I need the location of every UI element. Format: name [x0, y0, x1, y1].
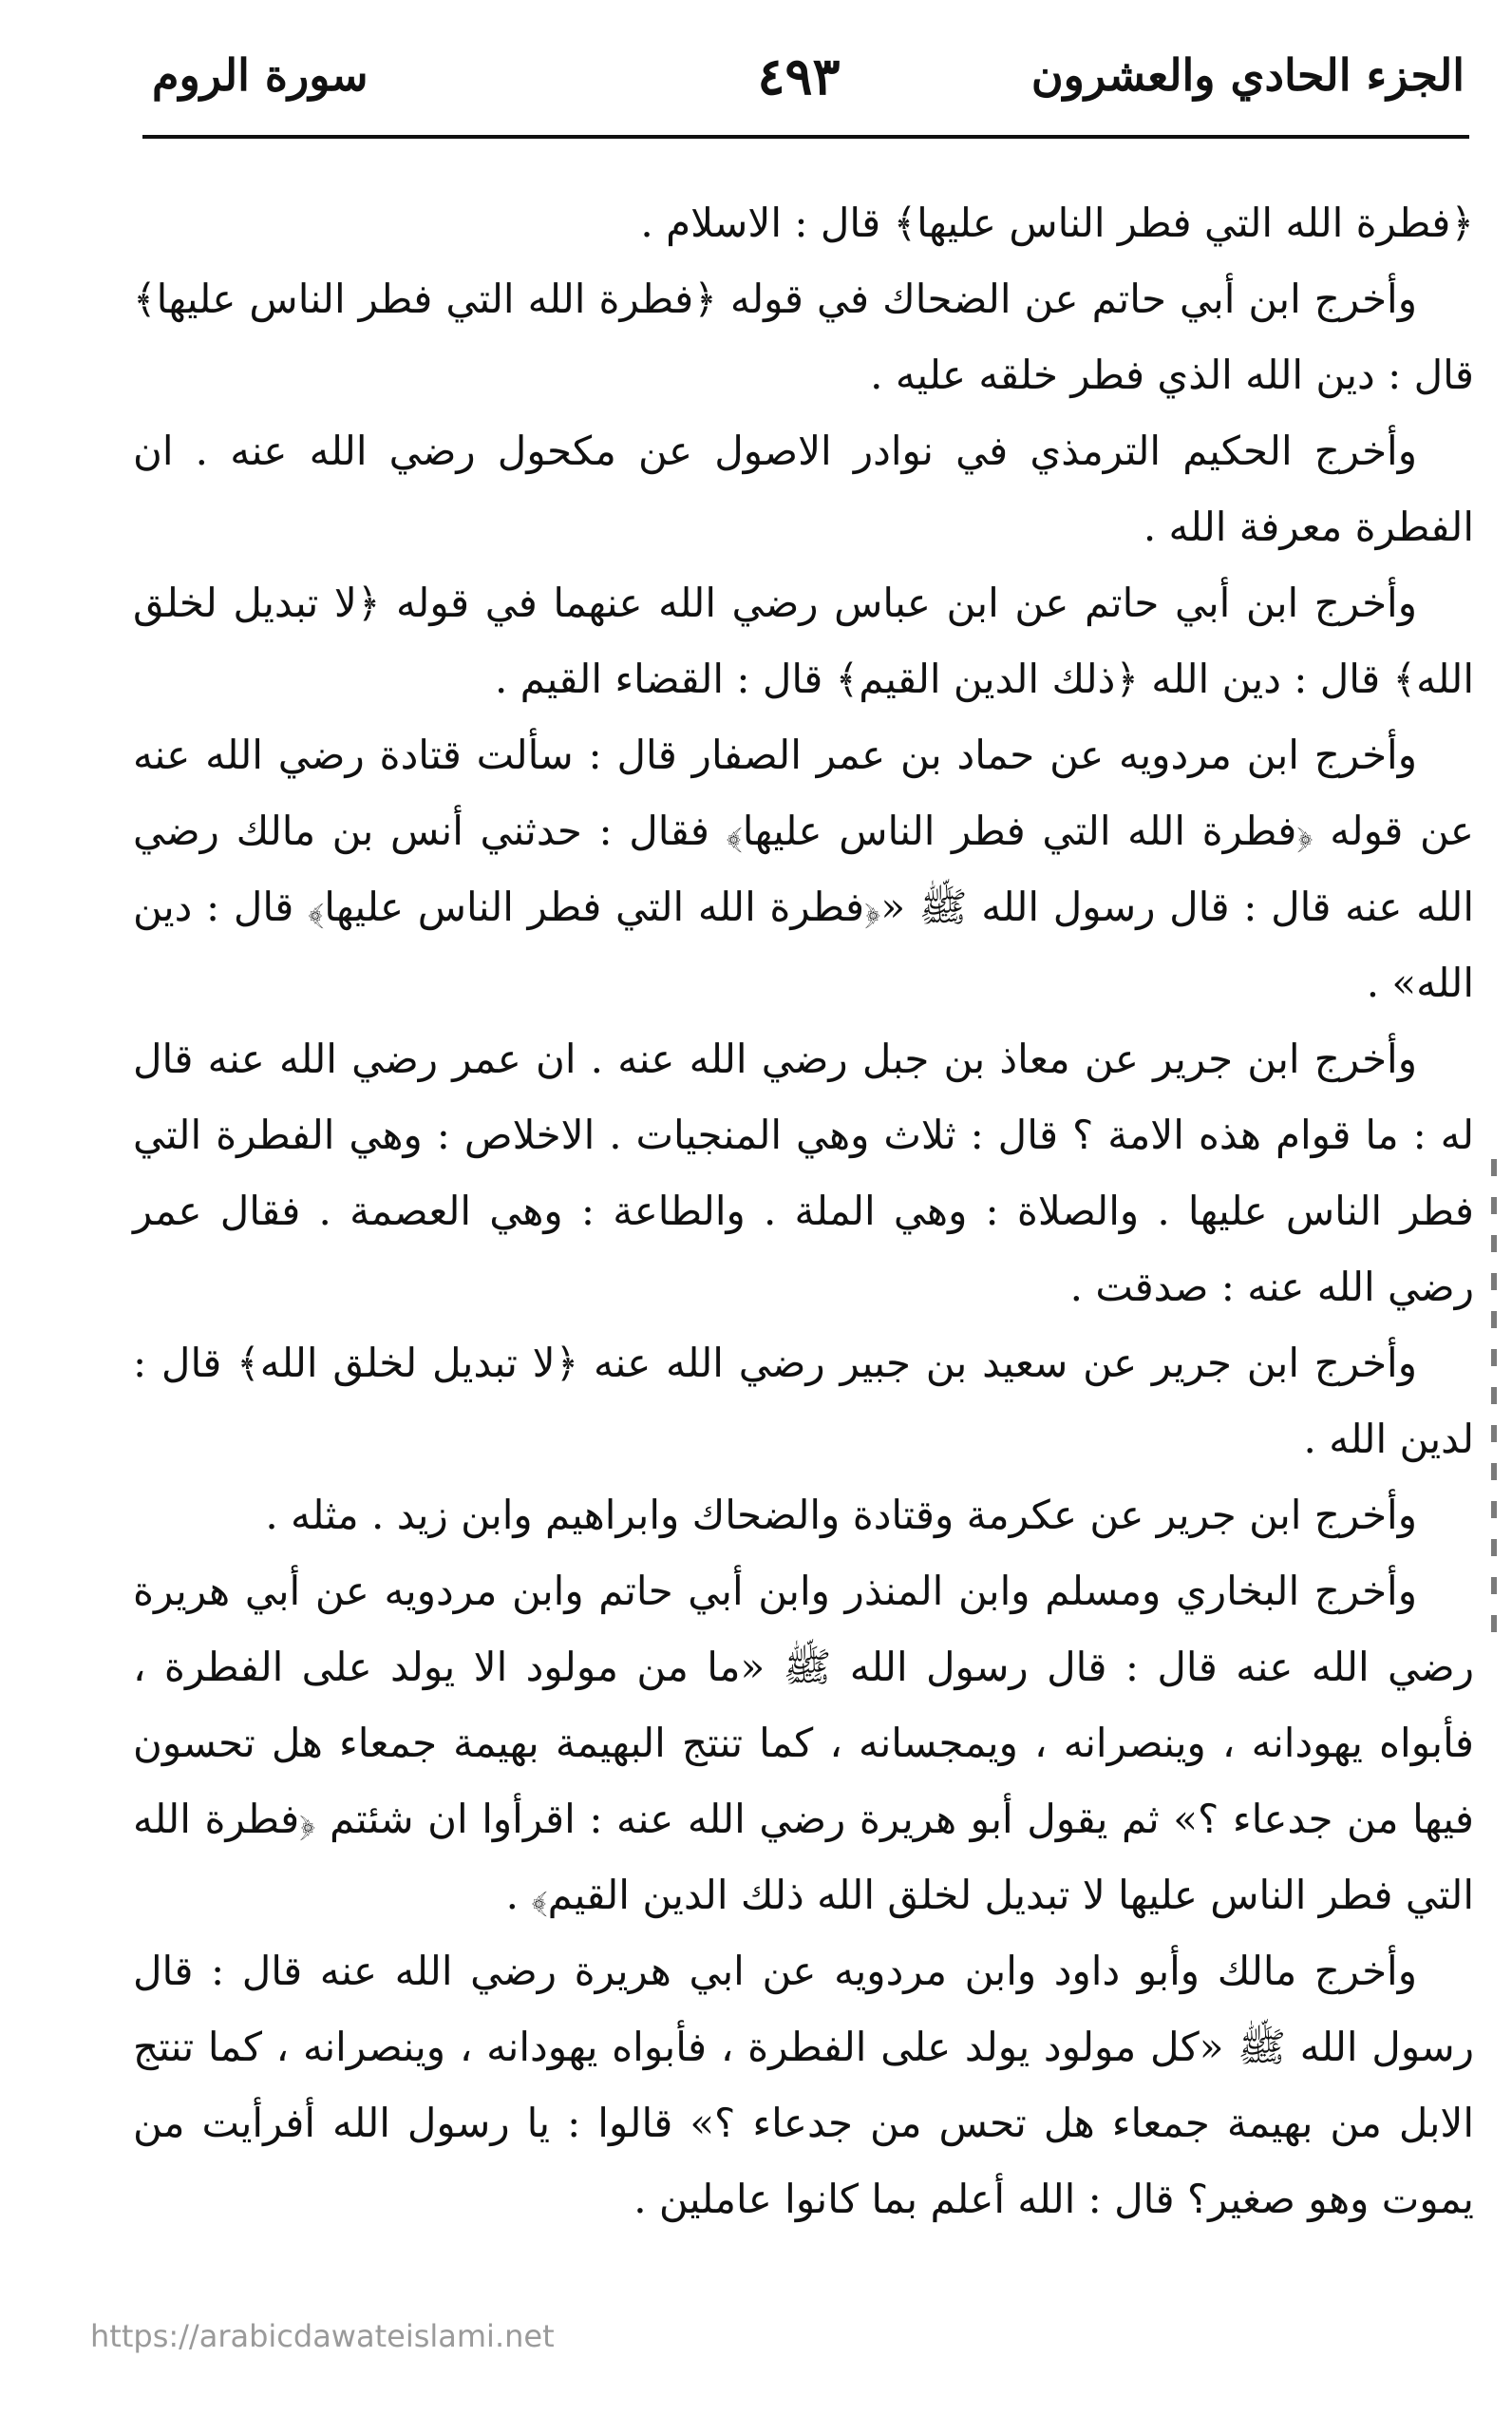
paragraph: وأخرج مالك وأبو داود وابن مردويه عن ابي هريرة رضي الله عنه قال : قال رسول الله ﷺ «كل مولود يولد على الفطرة ، فأبواه يهودانه ، وينصرانه ، كما تنتج الابل من بهيمة جمعاء هل تحس من جدعاء ؟» قالوا : يا رسول الله أفرأيت من يموت وهو صغير؟ قال : الله أعلم بما كانوا عاملين .: [133, 1948, 1474, 2222]
part-title: الجزء الحادي والعشرون: [1030, 49, 1465, 101]
paragraph: وأخرج ابن أبي حاتم عن ابن عباس رضي الله عنهما في قوله ﴿لا تبديل لخلق الله﴾ قال : دين الله ﴿ذلك الدين القيم﴾ قال : القضاء القيم .: [133, 580, 1474, 702]
scan-edge-marks: [1491, 1159, 1497, 1653]
paragraph: وأخرج ابن جرير عن عكرمة وقتادة والضحاك وابراهيم وابن زيد . مثله .: [265, 1492, 1417, 1538]
paragraph: وأخرج البخاري ومسلم وابن المنذر وابن أبي حاتم وابن مردويه عن أبي هريرة رضي الله عنه قال : قال رسول الله ﷺ «ما من مولود الا يولد على الفطرة ، فأبواه يهودانه ، وينصرانه ، ويمجسانه ، كما تنتج البهيمة بهيمة جمعاء هل تحسون فيها من جدعاء ؟» ثم يقول أبو هريرة رضي الله عنه : اقرأوا ان شئتم ﴿فطرة الله التي فطر الناس عليها لا تبديل لخلق الله ذلك الدين القيم﴾ .: [133, 1568, 1474, 1918]
paragraph: ﴿فطرة الله التي فطر الناس عليها﴾ قال : الاسلام .: [640, 200, 1474, 246]
surah-title: سورة الروم: [152, 49, 369, 101]
paragraph: وأخرج ابن أبي حاتم عن الضحاك في قوله ﴿فطرة الله التي فطر الناس عليها﴾ قال : دين الله الذي فطر خلقه عليه .: [133, 276, 1474, 398]
watermark-url: https://arabicdawateislami.net: [90, 2318, 555, 2354]
header-divider: [142, 135, 1469, 139]
paragraph: وأخرج ابن جرير عن سعيد بن جبير رضي الله عنه ﴿لا تبديل لخلق الله﴾ قال : لدين الله .: [133, 1340, 1474, 1462]
page-header: [133, 38, 1465, 124]
page-number: ٤٩٣: [757, 46, 841, 106]
paragraph: وأخرج ابن مردويه عن حماد بن عمر الصفار قال : سألت قتادة رضي الله عنه عن قوله ﴿فطرة الله التي فطر الناس عليها﴾ فقال : حدثني أنس بن مالك رضي الله عنه قال : قال رسول الله ﷺ «﴿فطرة الله التي فطر الناس عليها﴾ قال : دين الله» .: [133, 732, 1474, 1006]
paragraph: وأخرج الحكيم الترمذي في نوادر الاصول عن مكحول رضي الله عنه . ان الفطرة معرفة الله .: [133, 428, 1474, 550]
page-body: [133, 185, 1474, 2237]
paragraph: وأخرج ابن جرير عن معاذ بن جبل رضي الله عنه . ان عمر رضي الله عنه قال له : ما قوام هذه الامة ؟ قال : ثلاث وهي المنجيات . الاخلاص : وهي الفطرة التي فطر الناس عليها . والصلاة : وهي الملة . والطاعة : وهي العصمة . فقال عمر رضي الله عنه : صدقت .: [133, 1036, 1474, 1310]
